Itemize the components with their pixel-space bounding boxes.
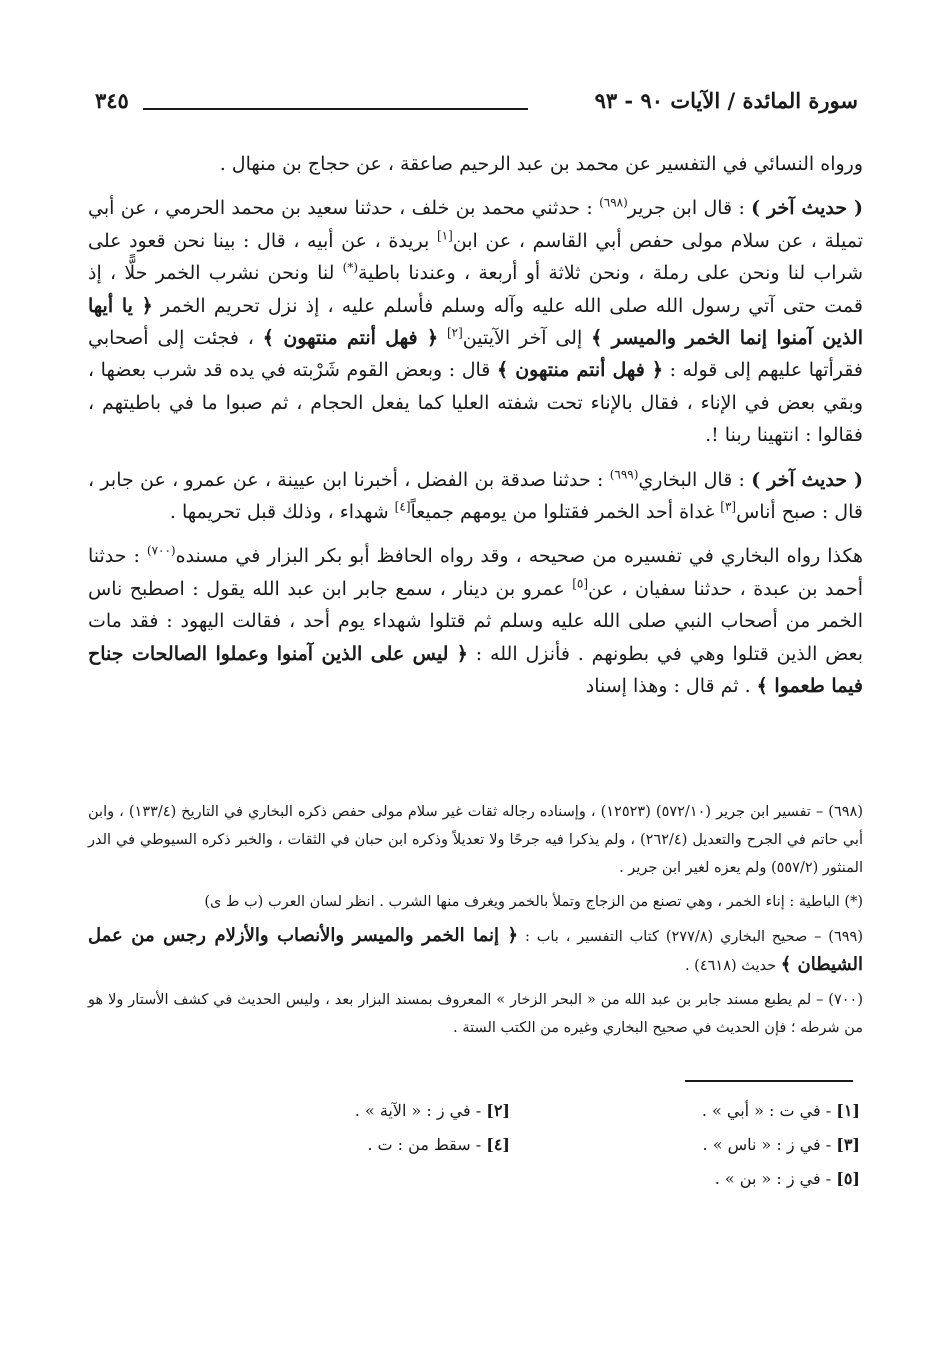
- footnote-ref: (٦٩٨): [599, 196, 628, 211]
- footnote-star: (*) الباطية : إناء الخمر ، وهي تصنع من الزجاج وتملأ بالخمر ويغرف منها الشرب . انظر لسان العرب (ب ط ى): [204, 894, 863, 910]
- text-run: غداة أحد الخمر فقتلوا من يومهم جميعاً: [410, 501, 721, 524]
- text-run: (٦٩٩) – صحيح البخاري (٢٧٧/٨) كتاب التفسير ، باب :: [518, 929, 864, 945]
- paragraph-bazzar: [88, 540, 863, 702]
- apparatus-text: - سقط من : ت .: [367, 1135, 487, 1154]
- text-run: إلى آخر الآيتين: [462, 327, 592, 350]
- apparatus-item-2: [200, 1096, 510, 1126]
- text-run: : حدثنا صدقة بن الفضل ، أخبرنا ابن عيينة ، عن عمرو ، عن جابر ، قال : صبح أناس: [88, 468, 863, 524]
- paragraph-hadith-bukhari: [88, 464, 863, 529]
- text-run: : حدثنا أحمد بن عبدة ، حدثنا سفيان ، عن: [88, 545, 864, 600]
- apparatus-num: [٢]: [486, 1101, 510, 1120]
- footnote-ref: (٦٩٩): [609, 467, 639, 482]
- footnote-ref: (٧٠٠): [146, 544, 176, 559]
- page-number: ٣٤٥: [95, 88, 129, 113]
- apparatus-ref: [١]: [436, 228, 453, 243]
- footnote-ref: (*): [342, 260, 359, 275]
- running-header: [95, 88, 858, 122]
- footnote-700: (٧٠٠) – لم يطبع مسند جابر بن عبد الله من « البحر الزخار » المعروف بمسند البزار بعد ، وليس الحديث في كشف الأستار ولا هو من شرطه ؛ فإن الحديث في صحيح البخاري وغيره من الكتب الستة .: [88, 992, 863, 1036]
- text-run: : قال ابن جرير: [627, 197, 752, 220]
- main-text: [88, 148, 863, 703]
- quran-quote: ﴿ فهل أنتم منتهون ﴾: [262, 327, 439, 350]
- quran-quote: ﴿ ليس على الذين آمنوا وعملوا الصالحات جناح فيما طعموا ﴾: [88, 642, 863, 698]
- header-rule: [143, 108, 528, 110]
- apparatus-rule: [685, 1080, 853, 1082]
- apparatus-item-5: [550, 1164, 860, 1194]
- text-run: [438, 327, 447, 349]
- apparatus-ref: [٣]: [720, 499, 737, 514]
- text-run: عمرو بن دينار ، سمع جابر ابن عبد الله يقول : اصطبح ناس الخمر من أصحاب النبي صلى الله عليه وسلم ثم قتلوا شهداء يوم أحد ، فقالت اليهود : فقد مات بعض الذين قتلوا وهي في بطونهم . فأنزل الله :: [88, 577, 864, 665]
- text-run: ، فجئت إلى أصحابي فقرأتها عليهم إلى قوله :: [88, 327, 863, 382]
- text-run: : حدثني محمد بن خلف ، حدثنا سعيد بن محمد الحرمي ، عن أبي تميلة ، عن سلام مولى حفص أبي القاسم ، عن ابن: [88, 197, 863, 252]
- footnotes: [88, 798, 863, 1042]
- apparatus-item-3: [550, 1130, 860, 1160]
- text-run: شهداء ، وذلك قبل تحريمها .: [169, 501, 395, 524]
- apparatus-num: [٤]: [486, 1135, 510, 1154]
- running-title: سورة المائدة / الآيات ٩٠ - ٩٣: [594, 88, 858, 113]
- apparatus-ref: [٤]: [394, 499, 411, 514]
- text-run: حديث (٤٦١٨) .: [684, 958, 781, 974]
- footnote-699: [88, 922, 863, 980]
- text-run: هكذا رواه البخاري في تفسيره من صحيحه ، وقد رواه الحافظ أبو بكر البزار في مسنده: [175, 545, 863, 568]
- text-run: : قال البخاري: [638, 468, 752, 491]
- apparatus-num: [٣]: [836, 1135, 860, 1154]
- text-run: بريدة ، عن أبيه ، قال : بينا نحن قعود على شراب لنا ونحن على رملة ، ونحن ثلاثة أو أربعة ، وعندنا باطية: [88, 229, 863, 285]
- paragraph-nasai: [88, 148, 863, 180]
- apparatus-num: [٥]: [836, 1169, 860, 1188]
- apparatus-text: - في ز : « بن » .: [714, 1169, 837, 1188]
- apparatus-num: [١]: [836, 1101, 860, 1120]
- quran-quote: ﴿ فهل أنتم منتهون ﴾: [496, 359, 664, 382]
- apparatus-text: - في ت : « أبي » .: [701, 1101, 837, 1120]
- paragraph-text: ورواه النسائي في التفسير عن محمد بن عبد الرحيم صاعقة ، عن حجاج بن منهال .: [219, 153, 863, 175]
- section-lead: ( حديث آخر ): [751, 197, 864, 220]
- apparatus-ref: [٥]: [572, 576, 589, 591]
- section-lead: ( حديث آخر ): [751, 468, 863, 491]
- apparatus-item-1: [550, 1096, 860, 1126]
- text-run: لنا ونحن نشرب الخمر حلًّا ، إذ قمت حتى آتي رسول الله صلى الله عليه وآله وسلم فأسلم عليه ، إذ نزل تحريم الخمر: [88, 262, 863, 317]
- quran-quote: ﴿ إنما الخمر والميسر والأنصاب والأزلام رجس من عمل الشيطان ﴾: [88, 925, 863, 975]
- footnote-698: (٦٩٨) – تفسير ابن جرير (٥٧٢/١٠) (١٢٥٢٣) ، وإسناده رجاله ثقات غير سلام مولى حفص ذكره البخاري في التاريخ (١٣٣/٤) ، وابن أبي حاتم في الجرح والتعديل (٢٦٢/٤) ، ولم يذكرا فيه جرحًا ولا تعديلاً وذكره ابن حبان في الثقات ، والخبر ذكره السيوطي في الدر المنثور (٥٥٧/٢) ولم يعزه لغير ابن جرير .: [88, 804, 863, 876]
- apparatus-ref: [٢]: [446, 325, 463, 340]
- textual-apparatus: [200, 1096, 860, 1194]
- apparatus-text: - في ز : « ناس » .: [702, 1135, 837, 1154]
- quran-quote: ﴿ يا أيها الذين آمنوا إنما الخمر والميسر ﴾: [88, 294, 863, 350]
- text-run: . ثم قال : وهذا إسناد: [585, 675, 757, 698]
- text-run: قال : وبعض القوم شَرْبته في يده قد شرب بعضها ، وبقي بعض في الإناء ، فقال بالإناء تحت شفته العليا كما يفعل الحجام ، ثم صبوا ما في باطيتهم ، فقالوا : انتهينا ربنا !.: [88, 359, 863, 447]
- apparatus-item-4: [200, 1130, 510, 1160]
- apparatus-text: - في ز : « الآية » .: [354, 1101, 487, 1120]
- paragraph-hadith-ibn-jarir: [88, 192, 863, 451]
